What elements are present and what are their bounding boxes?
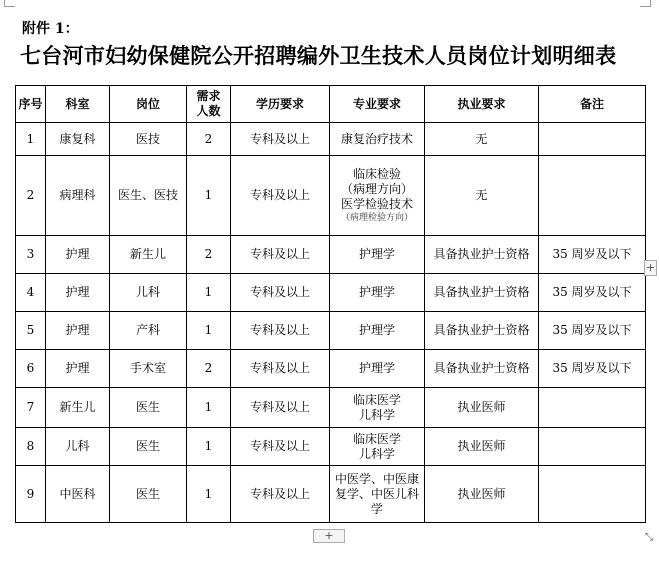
cell-count: 1 bbox=[187, 156, 231, 236]
cell-license: 具备执业护士资格 bbox=[425, 236, 539, 274]
cell-remark bbox=[539, 156, 646, 236]
cell-count: 2 bbox=[187, 123, 231, 156]
cell-remark bbox=[539, 388, 646, 428]
cell-count: 1 bbox=[187, 312, 231, 350]
cell-position: 医生 bbox=[110, 428, 187, 466]
cell-remark: 35 周岁及以下 bbox=[539, 274, 646, 312]
header-no: 序号 bbox=[16, 86, 46, 123]
page-corner-mark bbox=[4, 0, 15, 7]
cell-dept: 病理科 bbox=[46, 156, 110, 236]
cell-position: 手术室 bbox=[110, 350, 187, 388]
table-row bbox=[16, 388, 646, 428]
cell-dept: 护理 bbox=[46, 236, 110, 274]
cell-education: 专科及以上 bbox=[231, 156, 330, 236]
header-dept: 科室 bbox=[46, 86, 110, 123]
cell-no: 1 bbox=[16, 123, 46, 156]
header-position: 岗位 bbox=[110, 86, 187, 123]
cell-license: 执业医师 bbox=[425, 428, 539, 466]
cell-remark bbox=[539, 428, 646, 466]
cell-position: 儿科 bbox=[110, 274, 187, 312]
cell-position: 产科 bbox=[110, 312, 187, 350]
cell-education: 专科及以上 bbox=[231, 274, 330, 312]
cell-dept: 护理 bbox=[46, 312, 110, 350]
cell-major: 护理学 bbox=[330, 312, 425, 350]
header-major: 专业要求 bbox=[330, 86, 425, 123]
cell-education: 专科及以上 bbox=[231, 123, 330, 156]
cell-major: 护理学 bbox=[330, 236, 425, 274]
table-row bbox=[16, 123, 646, 156]
cell-dept: 护理 bbox=[46, 350, 110, 388]
cell-major: 康复治疗技术 bbox=[330, 123, 425, 156]
cell-count: 1 bbox=[187, 388, 231, 428]
header-remark: 备注 bbox=[539, 86, 646, 123]
major-line: 复学、中医儿科 bbox=[334, 486, 419, 501]
add-row-button[interactable]: + bbox=[313, 529, 345, 543]
cell-no: 2 bbox=[16, 156, 46, 236]
cell-dept: 康复科 bbox=[46, 123, 110, 156]
cell-education: 专科及以上 bbox=[231, 428, 330, 466]
cell-major: 护理学 bbox=[330, 274, 425, 312]
cell-education: 专科及以上 bbox=[231, 466, 330, 523]
table-header-row bbox=[16, 86, 646, 123]
table-row bbox=[16, 156, 646, 236]
cell-position: 医生 bbox=[110, 466, 187, 523]
cell-license: 无 bbox=[425, 156, 539, 236]
major-line: 临床医学 bbox=[352, 392, 401, 407]
header-education: 学历要求 bbox=[231, 86, 330, 123]
cell-license: 具备执业护士资格 bbox=[425, 274, 539, 312]
cell-license: 执业医师 bbox=[425, 388, 539, 428]
document-title: 七台河市妇幼保健院公开招聘编外卫生技术人员岗位计划明细表 bbox=[20, 43, 617, 68]
cell-license: 具备执业护士资格 bbox=[425, 312, 539, 350]
positions-table bbox=[15, 85, 646, 523]
cell-remark bbox=[539, 123, 646, 156]
cell-license: 执业医师 bbox=[425, 466, 539, 523]
cell-education: 专科及以上 bbox=[231, 350, 330, 388]
page-corner-mark bbox=[640, 0, 651, 7]
table-resize-icon[interactable]: ⤡ bbox=[645, 532, 653, 543]
cell-dept: 儿科 bbox=[46, 428, 110, 466]
cell-count: 1 bbox=[187, 428, 231, 466]
cell-major bbox=[330, 466, 425, 523]
cell-no: 8 bbox=[16, 428, 46, 466]
table-row bbox=[16, 428, 646, 466]
cell-remark: 35 周岁及以下 bbox=[539, 236, 646, 274]
cell-education: 专科及以上 bbox=[231, 236, 330, 274]
cell-count: 2 bbox=[187, 350, 231, 388]
table-row bbox=[16, 466, 646, 523]
cell-education: 专科及以上 bbox=[231, 388, 330, 428]
cell-count: 1 bbox=[187, 466, 231, 523]
header-license: 执业要求 bbox=[425, 86, 539, 123]
cell-no: 3 bbox=[16, 236, 46, 274]
major-line: 儿科学 bbox=[358, 407, 395, 422]
header-count-line2: 人数 bbox=[196, 104, 221, 118]
header-count-line1: 需求 bbox=[196, 89, 221, 103]
major-line: 儿科学 bbox=[358, 446, 395, 461]
add-column-button[interactable]: + bbox=[645, 261, 656, 274]
cell-position: 医生 bbox=[110, 388, 187, 428]
cell-count: 2 bbox=[187, 236, 231, 274]
cell-major: 护理学 bbox=[330, 350, 425, 388]
major-note: （病理检验方向） bbox=[340, 213, 413, 223]
cell-position: 医技 bbox=[110, 123, 187, 156]
cell-major bbox=[330, 428, 425, 466]
major-line: （病理方向） bbox=[340, 182, 413, 196]
cell-position: 医生、医技 bbox=[110, 156, 187, 236]
appendix-label: 附件 1： bbox=[22, 21, 79, 37]
cell-education: 专科及以上 bbox=[231, 312, 330, 350]
major-line: 临床检验 bbox=[352, 167, 401, 181]
cell-license: 无 bbox=[425, 123, 539, 156]
cell-no: 6 bbox=[16, 350, 46, 388]
cell-count: 1 bbox=[187, 274, 231, 312]
cell-dept: 新生儿 bbox=[46, 388, 110, 428]
cell-no: 4 bbox=[16, 274, 46, 312]
cell-position: 新生儿 bbox=[110, 236, 187, 274]
cell-major bbox=[330, 388, 425, 428]
table-row bbox=[16, 312, 646, 350]
major-line: 中医学、中医康 bbox=[334, 471, 419, 486]
major-line: 学 bbox=[370, 501, 383, 516]
table-row bbox=[16, 350, 646, 388]
major-line: 临床医学 bbox=[352, 431, 401, 446]
major-line: 医学检验技术 bbox=[340, 197, 413, 211]
cell-remark: 35 周岁及以下 bbox=[539, 312, 646, 350]
cell-remark bbox=[539, 466, 646, 523]
header-count bbox=[187, 86, 231, 123]
cell-dept: 护理 bbox=[46, 274, 110, 312]
cell-no: 7 bbox=[16, 388, 46, 428]
cell-remark: 35 周岁及以下 bbox=[539, 350, 646, 388]
cell-no: 9 bbox=[16, 466, 46, 523]
table-row bbox=[16, 274, 646, 312]
cell-license: 具备执业护士资格 bbox=[425, 350, 539, 388]
table-row bbox=[16, 236, 646, 274]
cell-no: 5 bbox=[16, 312, 46, 350]
cell-dept: 中医科 bbox=[46, 466, 110, 523]
cell-major bbox=[330, 156, 425, 236]
